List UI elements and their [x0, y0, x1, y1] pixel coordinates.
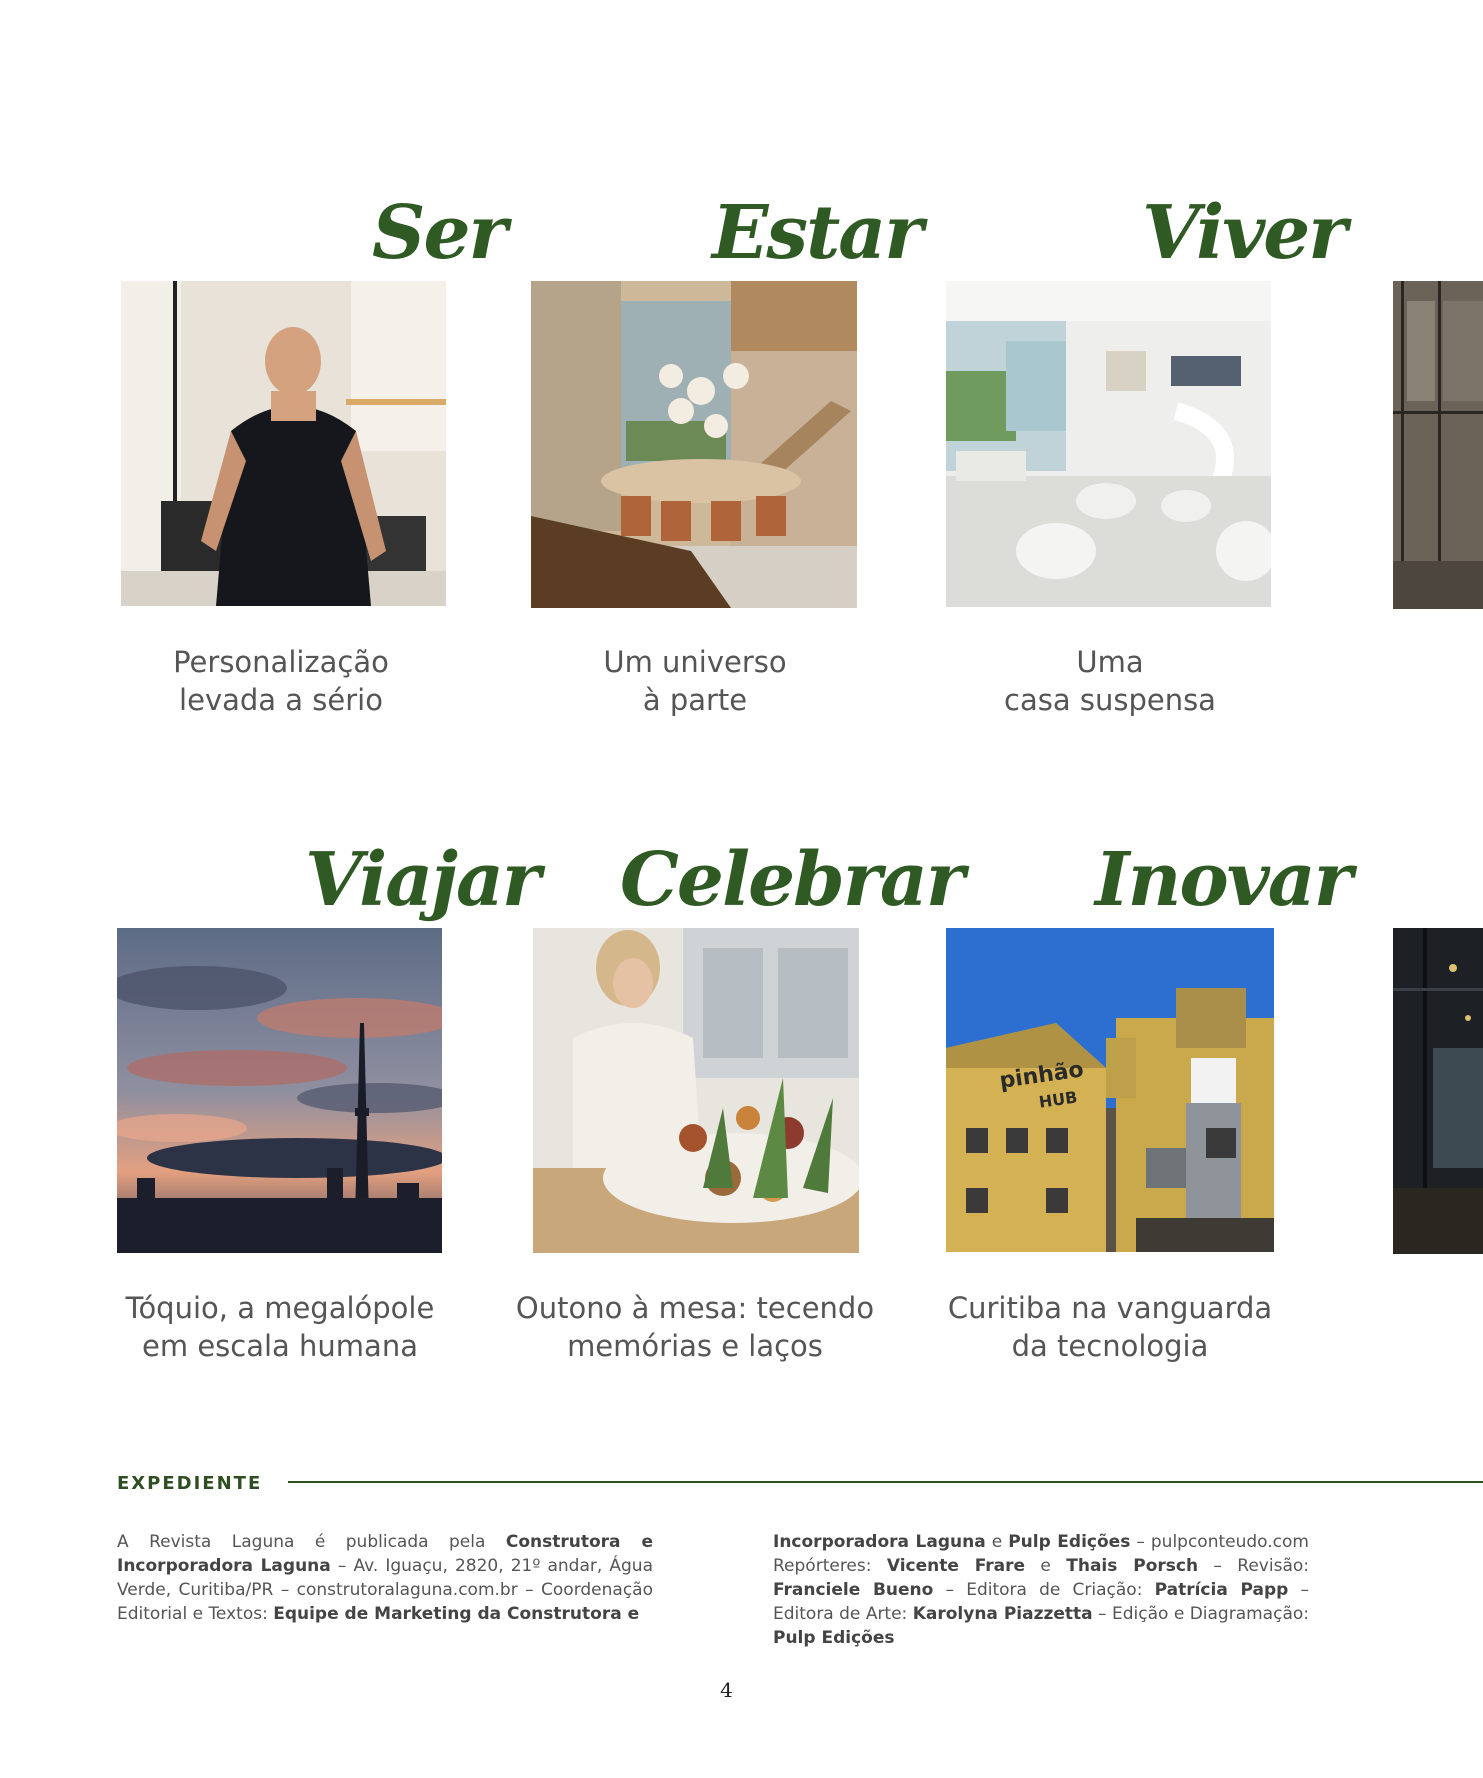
- expediente-text-run: e: [985, 1532, 1009, 1552]
- expediente-text-run: Thais Porsch: [1066, 1556, 1199, 1576]
- photo-portrait: [121, 281, 446, 606]
- expediente-text-run: A Revista Laguna é publicada pela: [117, 1532, 506, 1552]
- caption-ser: Personalização levada a sério: [173, 645, 389, 717]
- section-title-inovar: Inovar: [1095, 837, 1351, 923]
- expediente-column-1: [117, 1530, 653, 1626]
- expediente-text-run: Patrícia Papp: [1154, 1580, 1289, 1600]
- photo-living-room: [946, 281, 1271, 607]
- photo-pinhao-hub: [946, 928, 1274, 1252]
- expediente-text-run: Construtora e Incorporadora Laguna: [117, 1532, 653, 1576]
- expediente-text-run: – Revisão:: [1198, 1556, 1309, 1576]
- section-title-celebrar: Celebrar: [620, 837, 963, 923]
- photo-dining-room: [531, 281, 857, 608]
- pinhao-hub-logo: pinhão HUB: [997, 1057, 1086, 1112]
- caption-estar: Um universo à parte: [603, 645, 787, 717]
- expediente-text-run: Equipe de Marketing da Construtora e: [273, 1604, 640, 1624]
- photo-tokyo: [117, 928, 442, 1253]
- photo-autumn-table: [533, 928, 859, 1253]
- section-title-viver: Viver: [1142, 190, 1346, 276]
- expediente-text-run: Karolyna Piazzetta: [912, 1604, 1093, 1624]
- expediente-text-run: – Editora de Criação:: [933, 1580, 1155, 1600]
- expediente-text-run: Vicente Frare: [886, 1556, 1026, 1576]
- page-number: 4: [720, 1678, 733, 1702]
- expediente-text-run: – Edição e Diagramação:: [1092, 1604, 1309, 1624]
- expediente-text-run: Pulp Edições: [1008, 1532, 1131, 1552]
- expediente-text-run: – pulpconteudo.com Repórteres:: [773, 1532, 1309, 1576]
- expediente-text-run: – Editora de Arte:: [773, 1580, 1310, 1624]
- photo-partial-right-row1: [1393, 281, 1483, 609]
- caption-viajar: Tóquio, a megalópole em escala humana: [125, 1291, 435, 1363]
- expediente-text-run: e: [1025, 1556, 1067, 1576]
- expediente-column-2: [773, 1530, 1309, 1650]
- photo-partial-right-row2: [1393, 928, 1483, 1254]
- expediente-heading: EXPEDIENTE: [117, 1473, 263, 1494]
- expediente-text-run: – Av. Iguaçu, 2820, 21º andar, Água Verde, Curitiba/PR – construtoralaguna.com.br – Coordenação Editorial e Textos:: [117, 1556, 653, 1624]
- expediente-text-run: Incorporadora Laguna: [773, 1532, 986, 1552]
- section-title-ser: Ser: [372, 190, 506, 276]
- section-title-estar: Estar: [712, 190, 922, 276]
- expediente-text-run: Franciele Bueno: [773, 1580, 934, 1600]
- caption-inovar: Curitiba na vanguarda da tecnologia: [947, 1291, 1273, 1363]
- section-title-viajar: Viajar: [305, 837, 539, 923]
- caption-viver: Uma casa suspensa: [1004, 645, 1216, 717]
- expediente-divider: [288, 1481, 1483, 1483]
- expediente-text-run: Pulp Edições: [773, 1628, 895, 1648]
- caption-celebrar: Outono à mesa: tecendo memórias e laços: [515, 1291, 875, 1363]
